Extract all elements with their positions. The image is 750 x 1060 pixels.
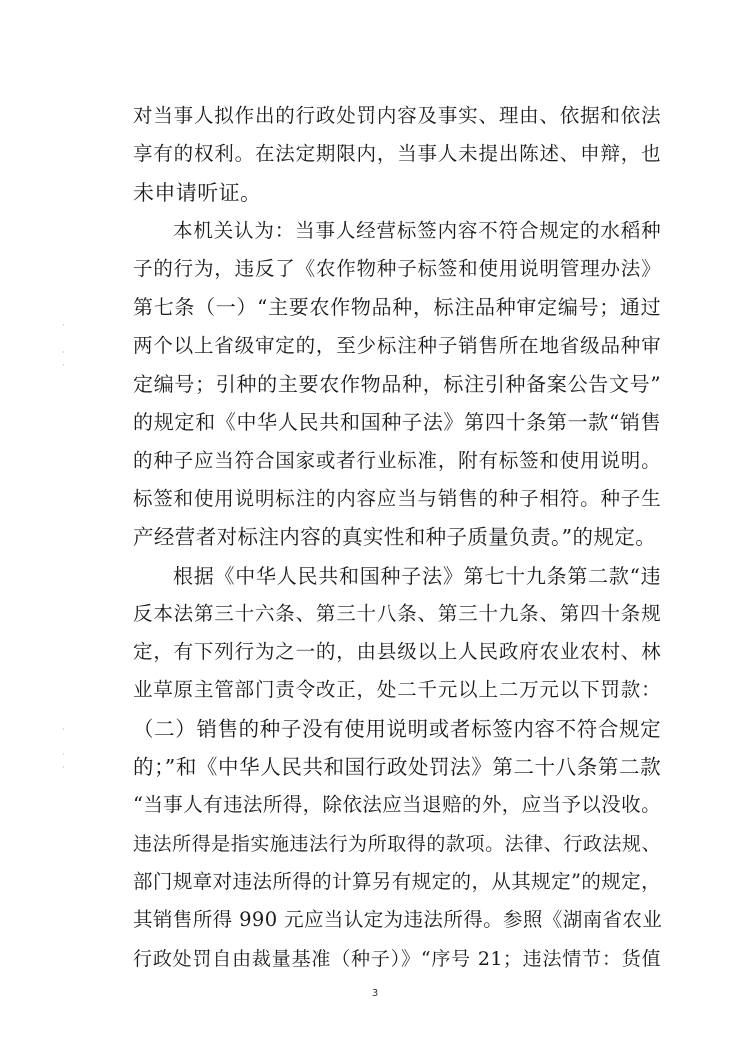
text-line: 对当事人拟作出的行政处罚内容及事实、理由、依据和依法 [133,104,661,127]
text-line: 部门规章对违法所得的计算另有规定的，从其规定”的规定， [133,869,661,893]
text-line: 的种子应当符合国家或者行业标准，附有标签和使用说明。 [133,448,661,472]
text-line: 定，有下列行为之一的，由县级以上人民政府农业农村、林 [133,640,661,664]
binding-hole-mark: · [62,321,65,330]
text-line: 其销售所得 990 元应当认定为违法所得。参照《湖南省农业 [133,908,663,932]
text-line: 两个以上省级审定的，至少标注种子销售所在地省级品种审 [133,333,661,357]
binding-hole-mark: · [62,725,65,734]
text-line: 的规定和《中华人民共和国种子法》第四十条第一款“销售 [133,410,661,435]
text-line: 标签和使用说明标注的内容应当与销售的种子相符。种子生 [133,486,661,510]
text-line: 行政处罚自由裁量基准（种子）》“序号 21；违法情节：货值 [133,947,661,970]
text-line: 未申请听证。 [133,180,262,205]
text-line: 产经营者对标注内容的真实性和种子质量负责。”的规定。 [133,525,657,550]
text-line: “当事人有违法所得，除依法应当退赔的外，应当予以没收。 [133,793,661,817]
binding-hole-mark: · [62,750,65,759]
paragraph-first-line: 根据《中华人民共和国种子法》第七十九条第二款“违 [173,563,661,588]
text-line: （二）销售的种子没有使用说明或者标签内容不符合规定 [133,716,661,741]
binding-hole-mark: · [62,763,65,772]
text-line: 的；”和《中华人民共和国行政处罚法》第二十八条第二款 [133,755,661,780]
text-line: 反本法第三十六条、第三十八条、第三十九条、第四十条规 [133,601,661,625]
body-text [133,97,661,978]
text-line: 享有的权利。在法定期限内，当事人未提出陈述、申辩，也 [133,142,661,166]
text-line: 第七条（一）“主要农作物品种，标注品种审定编号；通过 [133,295,661,320]
text-line: 定编号；引种的主要农作物品种，标注引种备案公告文号” [133,372,661,397]
text-line: 违法所得是指实施违法行为所取得的款项。法律、行政法规、 [133,832,661,855]
paragraph-first-line: 本机关认为：当事人经营标签内容不符合规定的水稻种 [173,218,661,242]
page-number: 3 [371,988,379,999]
text-line: 业草原主管部门责令改正，处二千元以上二万元以下罚款： [133,678,661,702]
text-line: 子的行为，违反了《农作物种子标签和使用说明管理办法》 [133,257,661,281]
binding-hole-mark: · [62,348,65,357]
binding-hole-mark: · [62,361,65,370]
